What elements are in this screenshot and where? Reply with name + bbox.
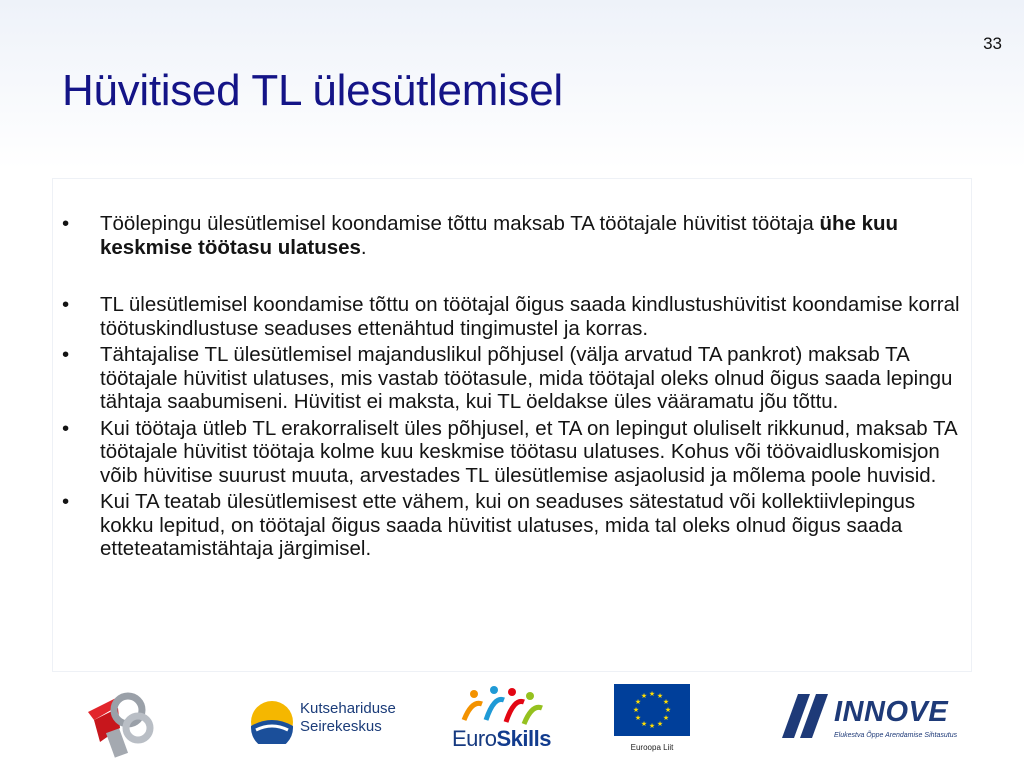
- bullet-text: Kui TA teatab ülesütlemisest ette vähem, kui on seaduses sätestatud või kollektiivlepingus kokku lepitud, on töötajal õigus saada hüvitist ulatuses, mida tal oleks olnud õigus saada etteteatamistähtaja järgimisel.: [100, 490, 916, 560]
- innove-name: INNOVE: [834, 696, 949, 728]
- bullet-dot: •: [62, 343, 70, 366]
- seirekeskus-logo: [250, 690, 410, 750]
- svg-text:★: ★: [648, 722, 656, 730]
- kutse-logo-icon: [86, 686, 158, 758]
- svg-text:★: ★: [662, 698, 670, 706]
- euroskills-skills: Skills: [496, 726, 551, 751]
- svg-text:★: ★: [634, 698, 642, 706]
- euroskills-wordmark: [452, 726, 551, 752]
- seirekeskus-line-2: Seirekeskus: [300, 718, 382, 735]
- bullet-dot: •: [62, 212, 70, 235]
- bullet-dot: •: [62, 416, 70, 440]
- bullet-item-5: [60, 490, 970, 561]
- slide-title: Hüvitised TL ülesütlemisel: [62, 66, 563, 115]
- bullet-text: [100, 212, 898, 259]
- bullet-item-4: [60, 417, 970, 488]
- svg-text:★: ★: [640, 720, 648, 728]
- euroskills-euro: Euro: [452, 726, 497, 751]
- bullet-text-end: .: [360, 235, 367, 259]
- bullet-text: TL ülesütlemisel koondamise tõttu on töötajal õigus saada kindlustushüvitist koondamise korral töötuskindlustuse seaduses ettenähtud tingimustel ja korras.: [100, 293, 960, 340]
- eu-flag: [614, 684, 690, 736]
- svg-text:★: ★: [634, 714, 642, 722]
- bullet-list: [60, 212, 970, 564]
- svg-text:★: ★: [648, 690, 656, 698]
- innove-logo: [778, 690, 978, 750]
- page-number: 33: [983, 34, 1002, 53]
- bullet-item-2: [60, 293, 970, 340]
- seirekeskus-text: [300, 700, 396, 736]
- kutse-logo: [86, 686, 158, 758]
- bullet-text: Kui töötaja ütleb TL erakorraliselt üles põhjusel, et TA on lepingut oluliselt rikkunud, maksab TA töötajale hüvitist töötaja kolme kuu keskmise töötasu ulatuses. Kohus või töövaidluskomisjon võib hüvitise suurust muuta, arvestades TL ülesütlemise asjaolusid ja mõlema poole huvisid.: [100, 416, 957, 487]
- bullet-text-bold: ühe kuu keskmise töötasu ulatuses: [100, 212, 899, 259]
- svg-text:★: ★: [664, 706, 672, 714]
- euroskills-figures-icon: [452, 684, 556, 728]
- innove-subtitle: Elukestva Õppe Arendamise Sihtasutus: [834, 732, 958, 739]
- bullet-item-1: [60, 212, 970, 259]
- bullet-dot: •: [62, 293, 70, 316]
- svg-text:★: ★: [656, 692, 664, 700]
- seirekeskus-logo-icon: [250, 700, 294, 744]
- eu-logo: [614, 684, 690, 758]
- innove-mark-icon: [778, 690, 830, 742]
- seirekeskus-line-1: Kutsehariduse: [300, 700, 396, 717]
- bullet-text-plain: Töölepingu ülesütlemisel koondamise tõttu maksab TA töötajale hüvitist töötaja: [100, 212, 820, 235]
- svg-text:★: ★: [662, 714, 670, 722]
- svg-text:★: ★: [640, 692, 648, 700]
- svg-text:★: ★: [656, 720, 664, 728]
- bullet-item-3: [60, 343, 970, 414]
- euroskills-logo: [452, 684, 556, 758]
- eu-label: Euroopa Liit: [630, 743, 674, 752]
- svg-text:★: ★: [632, 706, 640, 714]
- bullet-dot: •: [62, 490, 70, 513]
- logo-bar: [0, 676, 1024, 768]
- bullet-text: Tähtajalise TL ülesütlemisel majanduslikul põhjusel (välja arvatud TA pankrot) maksab TA töötajale hüvitist ulatuses, mis vastab töötasule, mida töötajal oleks olnud õigus saada lepingu tähtaja saabumiseni. Hüvitist ei maksta, kui TL öeldakse üles vääramatu jõu tõttu.: [100, 343, 953, 413]
- eu-stars-icon: [614, 684, 690, 736]
